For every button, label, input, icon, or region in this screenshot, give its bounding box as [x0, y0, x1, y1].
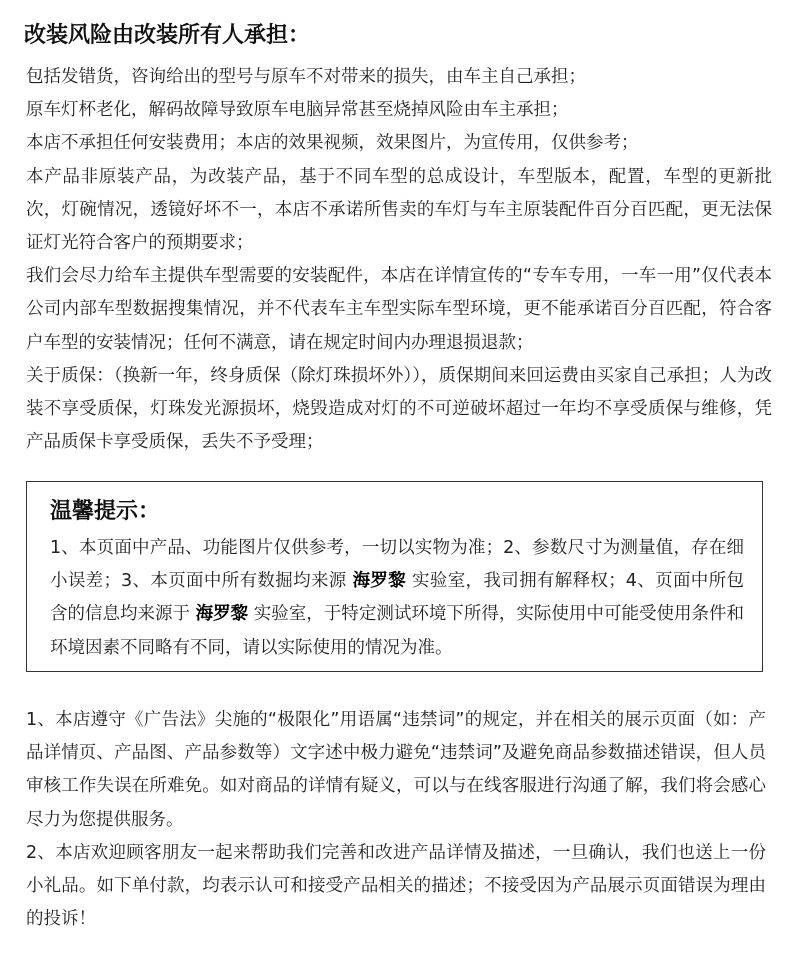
notice-paragraph-ad-law: 1、本店遵守《广告法》尖施的“极限化”用语属“违禁词”的规定，并在相关的展示页面（如：产品详情页、产品图、产品参数等）文字述中极力避免“违禁词”及避免商品参数描述错误，但人员审核工作失误在所难免。如对商品的详情有疑义，可以与在线客服进行沟通了解，我们将会感心尽力为您提供服务。	[26, 710, 766, 830]
tips-title: 温馨提示：	[50, 499, 161, 524]
tips-text-part1: 1、本页面中产品、功能图片仅供参考，一切以实物为准；2、参数尺寸为测量值，存在细小误差；3、本页面中所有数掘均来源	[50, 538, 744, 592]
advertising-law-notice	[26, 704, 766, 936]
tips-body	[50, 532, 744, 665]
brand-name: 海罗黎	[195, 604, 249, 625]
warm-tips-box	[26, 481, 763, 672]
risk-body	[24, 61, 772, 459]
risk-paragraph-wrong-shipment: 包括发错货，咨询给出的型号与原车不对带来的损失，由车主自己承担；	[26, 67, 586, 87]
tips-text-part2: 实验室，我司拥有解释权；4、页面中所包含的信息均来源于	[50, 571, 744, 625]
risk-paragraph-aging-lamp: 原车灯杯老化，解码故障导致原车电脑异常甚至烧掉风险由车主承担；	[26, 100, 569, 121]
risk-paragraph-non-original: 本产品非原装产品，为改装产品，基于不同车型的总成设计，车型版本，配置，车型的更新批次，灯碗情况，透镜好坏不一，本店不承诺所售卖的车灯与车主原装配件百分百匹配，更无法保证灯光符合客户的预期要求；	[26, 166, 772, 254]
notice-paragraph-feedback: 2、本店欢迎顾客朋友一起来帮助我们完善和改进产品详情及描述，一旦确认，我们也送上一份小礼品。如下单付款，均表示认可和接受产品相关的描述；不接受因为产品展示页面错误为理由的投诉！	[26, 842, 766, 930]
risk-paragraph-warranty: 关于质保：（换新一年，终身质保（除灯珠损坏外）），质保期间来回运费由买家自己承担；人为改装不享受质保，灯珠发光源损坏，烧毁造成对灯的不可逆破坏超过一年均不享受质保与维修，凭产品质保卡享受质保，丢失不予受理；	[26, 365, 772, 453]
risk-paragraph-installation-fees: 本店不承担任何安装费用；本店的效果视频，效果图片，为宣传用，仅供参考；	[26, 133, 639, 154]
brand-name: 海罗黎	[352, 571, 407, 592]
risk-title: 改装风险由改装所有人承担：	[24, 23, 311, 48]
risk-disclaimer-section	[24, 18, 772, 459]
tips-text-part3: 实验室，于特定测试环境下所得，实际使用中可能受使用条件和环境因素不同略有不同，请以实际使用的情况为准。	[50, 604, 744, 658]
risk-paragraph-fitment: 我们会尽力给车主提供车型需要的安装配件，本店在详情宣传的“专车专用，一车一用”仅代表本公司内部车型数据搜集情况，并不代表车主车型实际车型环境，更不能承诺百分百匹配，符合客户车型的安装情况；任何不满意，请在规定时间内办理退损退款；	[26, 266, 772, 353]
